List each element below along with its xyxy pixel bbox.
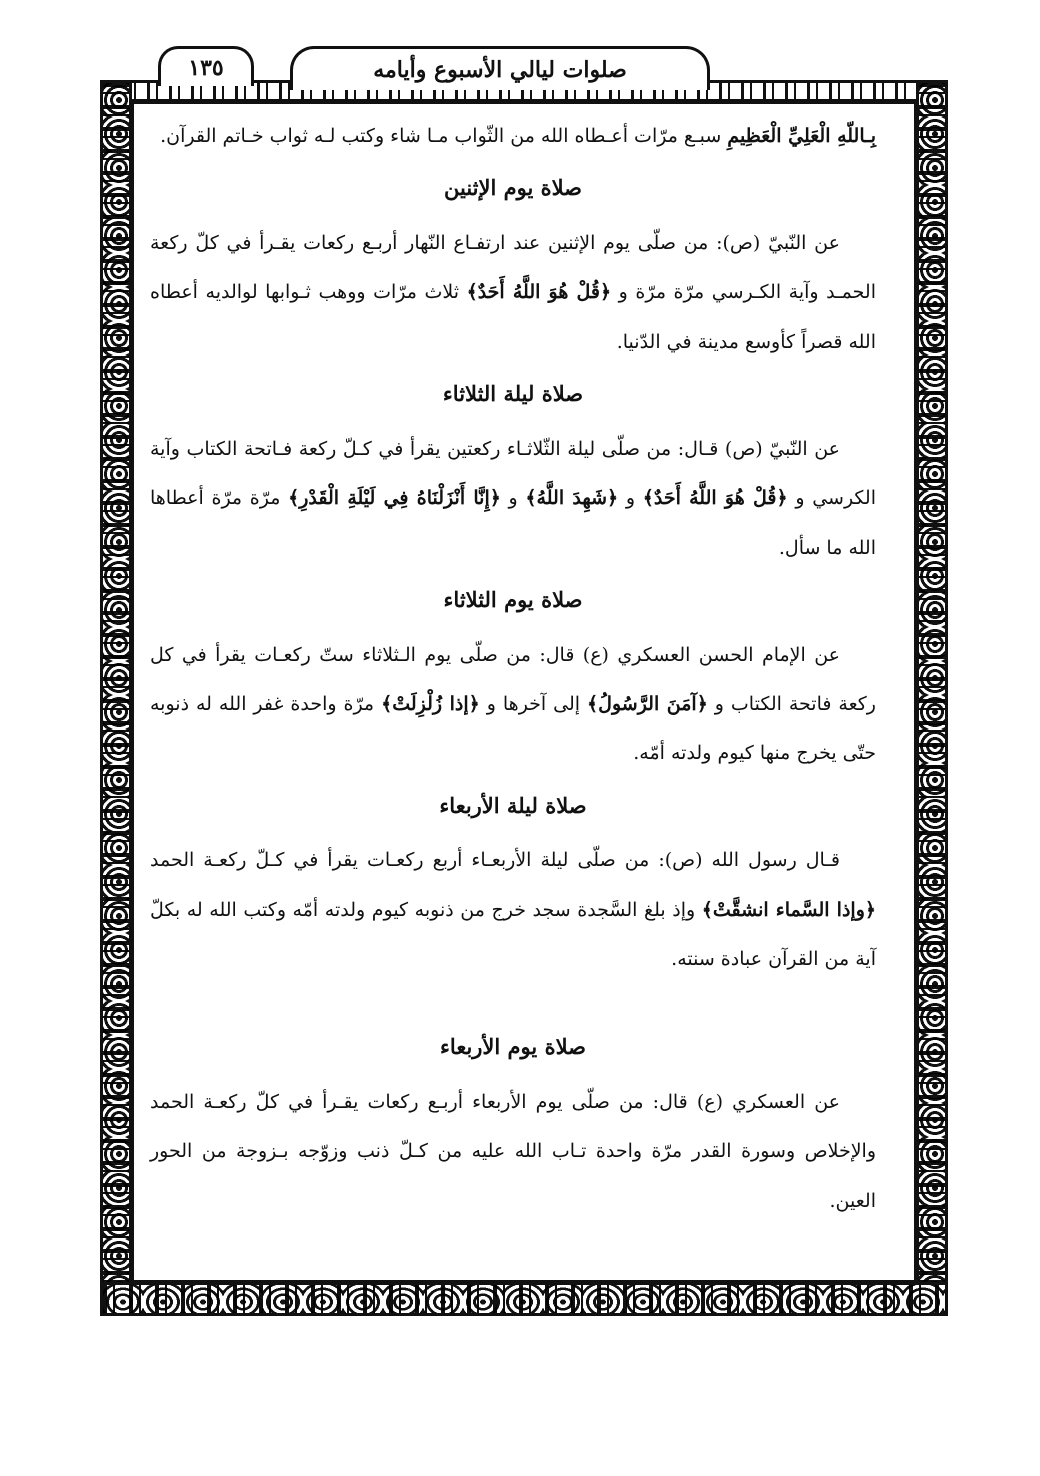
paragraph-tuesday-night	[150, 425, 876, 573]
frame-border-left	[100, 80, 132, 1316]
quran-phrase: ﴿قُلْ هُوَ اللَّهُ أَحَدٌ﴾	[466, 281, 612, 304]
frame-border-right	[916, 80, 948, 1316]
text-run: ثلاث مرّات ووهب ثـوابها لوالديه أعطاه الله قصراً كأوسع مدينة في الدّنيا.	[150, 281, 876, 353]
text-run: مرّة واحدة غفر الله له ذنوبه حتّى يخرج منها كيوم ولدته أمّه.	[150, 692, 876, 765]
text-run: عن النّبيّ (ص) قـال: من صلّى ليلة الثّلاثـاء ركعتين يقرأ في كـلّ ركعة فـاتحة الكتاب وآية الكرسي و	[150, 437, 876, 510]
section-heading-wednesday-night: صلاة ليلة الأربعاء	[439, 792, 587, 818]
running-title: صلوات ليالي الأسبوع وأيامه	[290, 46, 710, 90]
quran-phrase: ﴿إِنَّا أَنْزَلْنَاهُ فِي لَيْلَةِ الْقَدْرِ﴾	[288, 487, 501, 510]
text-run: سبـع مرّات أعـطاه الله من الثّواب مـا شاء وكتب لـه ثواب خـاتم القرآن.	[160, 125, 728, 147]
page-body	[150, 112, 876, 1226]
intro-paragraph	[150, 112, 876, 161]
text-run: عن الإمام الحسن العسكري (ع) قال: من صلّى يوم الـثلاثاء ستّ ركعـات يقرأ في كل ركعة فاتحة الكتاب و	[150, 643, 876, 715]
page-number: ١٣٥	[158, 46, 254, 86]
section-heading-tuesday-day: صلاة يوم الثلاثاء	[443, 586, 583, 612]
text-run: قـال رسول الله (ص): من صلّى ليلة الأربعـاء أربع ركعـات يقرأ في كـلّ ركعـة الحمد	[150, 849, 840, 872]
section-heading-tuesday-night: صلاة ليلة الثلاثاء	[442, 381, 584, 407]
section-heading-wednesday-day: صلاة يوم الأربعاء	[440, 1034, 586, 1060]
quran-phrase: ﴿وإذا السَّماء انشقَّتْ﴾	[701, 898, 876, 921]
quran-phrase: بِـاللّهِ الْعَلِيِّ الْعَظِيمِ	[727, 125, 876, 147]
paragraph-wednesday-day	[150, 1078, 876, 1226]
text-run: مرّة مرّة أعطاها الله ما سأل.	[150, 487, 876, 559]
text-run: و	[500, 487, 526, 510]
paragraph-monday-day	[150, 219, 876, 367]
text-run: عن العسكري (ع) قال: من صلّى يوم الأربعاء أربـع ركعات يقـرأ في كلّ ركعـة الحمد والإخلاص وسورة القدر مرّة واحدة تـاب الله عليه من كـلّ ذنب وزوّجه بـزوجة من الحور العين.	[150, 1091, 876, 1212]
text-run: وإذ بلغ السَّجدة سجد خرج من ذنوبه كيوم ولدته أمّه وكتب الله له بكلّ آية من القرآن عبادة سنته.	[150, 898, 876, 971]
quran-phrase: ﴿قُلْ هُوَ اللَّهُ أَحَدٌ﴾	[642, 487, 788, 510]
quran-phrase: ﴿شَهِدَ اللَّهُ﴾	[525, 487, 619, 510]
quran-phrase: ﴿آمَنَ الرَّسُولُ﴾	[587, 692, 708, 715]
frame-border-bottom	[100, 1282, 948, 1316]
text-run: إلى آخرها و	[479, 692, 588, 715]
text-run: و	[618, 487, 643, 510]
section-heading-monday-day: صلاة يوم الإثنين	[444, 175, 582, 201]
paragraph-wednesday-night	[150, 836, 876, 984]
quran-phrase: ﴿إذا زُلْزِلَتْ﴾	[381, 692, 480, 715]
text-run: عن النّبيّ (ص): من صلّى يوم الإثنين عند ارتفـاع النّهار أربـع ركعات يقـرأ في كلّ ركعة الحمـد وآية الكـرسي مرّة مرّة و	[150, 231, 877, 304]
paragraph-tuesday-day	[150, 631, 876, 779]
